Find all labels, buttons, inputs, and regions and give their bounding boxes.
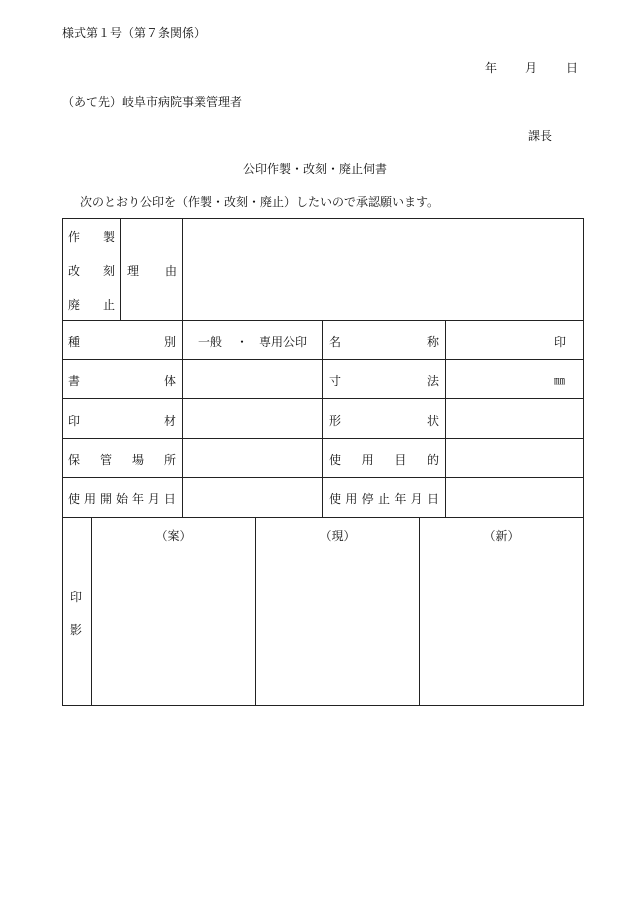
date-day-label: 日 xyxy=(566,61,579,75)
font-field[interactable] xyxy=(184,362,320,396)
addressee: （あて先）岐阜市病院事業管理者 xyxy=(62,95,243,109)
impression-label-2: 影 xyxy=(70,623,83,637)
impression-current-area[interactable] xyxy=(258,548,416,702)
font-label: 書 体 xyxy=(68,374,176,388)
material-label: 印 材 xyxy=(68,414,176,428)
impression-new-area[interactable] xyxy=(422,548,580,702)
form-number: 様式第１号（第７条関係） xyxy=(62,26,207,40)
impression-draft-header: （案） xyxy=(155,529,192,543)
size-label: 寸 法 xyxy=(329,374,439,388)
reason-field[interactable] xyxy=(184,222,580,316)
type-dedicated-option[interactable]: 専用公印 xyxy=(259,335,308,349)
section-chief: 課長 xyxy=(528,129,553,143)
type-label: 種 別 xyxy=(68,335,176,349)
type-separator: ・ xyxy=(236,335,249,349)
impression-new-header: （新） xyxy=(483,529,520,543)
start-date-label: 使 用 開 始 年 月 日 xyxy=(68,492,176,506)
action-abolish: 廃 止 xyxy=(68,298,115,312)
impression-current-header: （現） xyxy=(319,529,356,543)
purpose-field[interactable] xyxy=(447,441,581,475)
date-month-label: 月 xyxy=(525,61,538,75)
date-year-label: 年 xyxy=(485,61,498,75)
impression-draft-area[interactable] xyxy=(94,548,252,702)
stop-date-label: 使 用 停 止 年 月 日 xyxy=(329,492,439,506)
shape-field[interactable] xyxy=(447,401,581,435)
reason-label: 理 由 xyxy=(127,264,177,278)
shape-label: 形 状 xyxy=(329,414,439,428)
material-field[interactable] xyxy=(184,401,320,435)
purpose-label: 使 用 目 的 xyxy=(329,453,439,467)
intro-text: 次のとおり公印を（作製・改刻・廃止）したいので承認願います。 xyxy=(80,195,440,209)
name-seal-suffix: 印 xyxy=(554,335,567,349)
action-recarve: 改 刻 xyxy=(68,264,115,278)
document-title: 公印作製・改刻・廃止伺書 xyxy=(242,162,387,176)
impression-label-1: 印 xyxy=(70,590,83,604)
type-general-option[interactable]: 一般 xyxy=(198,335,223,349)
action-create: 作 製 xyxy=(68,230,115,244)
size-unit-mm: ㎜ xyxy=(554,374,565,387)
name-label: 名 称 xyxy=(329,335,439,349)
storage-field[interactable] xyxy=(184,441,320,475)
start-date-field[interactable] xyxy=(184,480,320,514)
stop-date-field[interactable] xyxy=(447,480,581,514)
storage-label: 保 管 場 所 xyxy=(68,453,176,467)
